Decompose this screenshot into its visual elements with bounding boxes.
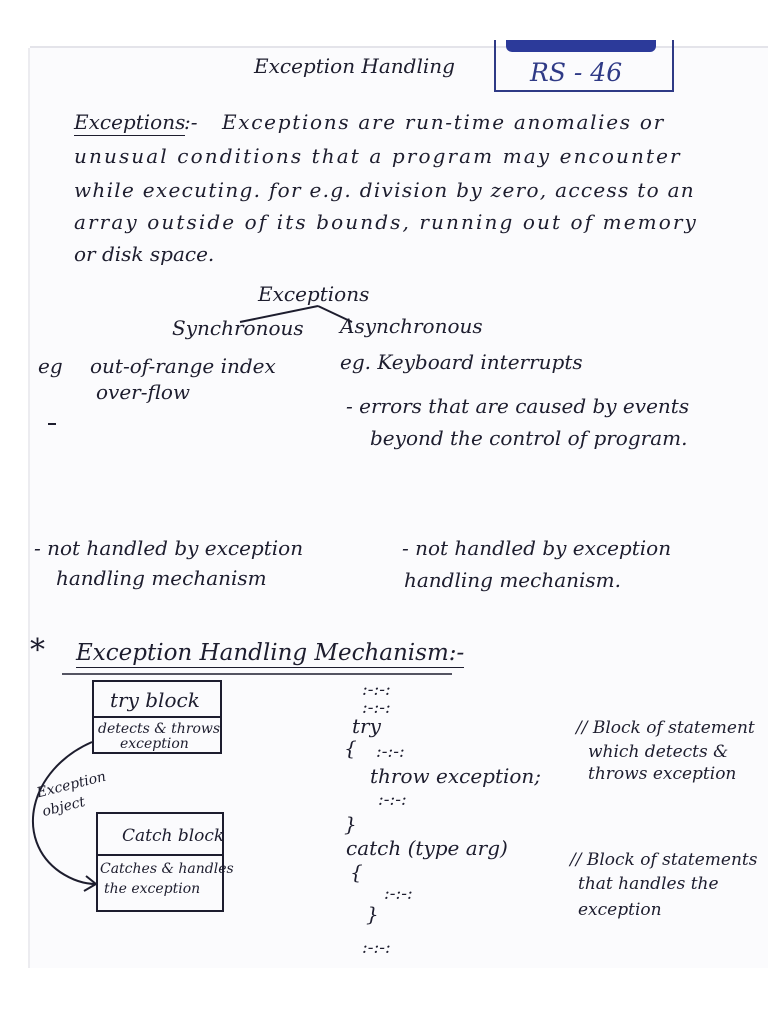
try-block-body-line-1: detects & throws xyxy=(98,721,221,737)
code-close-brace: } xyxy=(344,812,357,836)
code-try-keyword: try xyxy=(352,714,381,738)
mechanism-heading: Exception Handling Mechanism:- xyxy=(76,640,465,666)
tree-left-label: Synchronous xyxy=(172,316,304,340)
comment-try-line-1: // Block of statement xyxy=(576,718,755,738)
try-block-body-line-2: exception xyxy=(120,736,189,752)
page-title: Exception Handling xyxy=(254,54,455,78)
definition-line-5: or disk space. xyxy=(74,242,215,266)
page-number: RS - 46 xyxy=(530,58,623,87)
definition-line-3: while executing. for e.g. division by zero, access to an xyxy=(74,178,695,202)
tree-right-label: Asynchronous xyxy=(340,314,483,338)
definition-line-1: Exceptions are run-time anomalies or xyxy=(222,110,665,134)
code-catch-statement: catch (type arg) xyxy=(346,836,508,860)
code-dots: :-:-: xyxy=(384,884,413,904)
code-close-brace: } xyxy=(366,902,379,926)
sync-note-line-2: handling mechanism xyxy=(56,566,267,590)
definition-line-2: unusual conditions that a program may encounter xyxy=(74,144,682,168)
code-dots: :-:-: xyxy=(362,938,391,958)
arrow-label-line-1: Exception xyxy=(35,768,108,802)
sync-example-line-2: over-flow xyxy=(96,380,190,404)
comment-catch-line-1: // Block of statements xyxy=(570,850,758,870)
comment-catch-line-3: exception xyxy=(578,900,662,920)
sync-example-line-1: out-of-range index xyxy=(90,354,276,378)
sync-note-line-1: - not handled by exception xyxy=(34,536,304,560)
catch-block-body-line-2: the exception xyxy=(104,881,201,897)
arrow-label-line-2: object xyxy=(40,793,87,821)
async-note-line-1: - not handled by exception xyxy=(402,536,672,560)
code-dots: :-:-: xyxy=(362,698,391,718)
code-dots: :-:-: xyxy=(362,680,391,700)
sync-example-prefix: eg xyxy=(38,354,63,378)
async-note-line-2: handling mechanism. xyxy=(404,568,621,592)
try-block-title: try block xyxy=(110,688,200,712)
exception-object-arrow xyxy=(33,742,96,884)
definition-line-4: array outside of its bounds, running out of memory xyxy=(74,210,698,234)
comment-try-line-2: which detects & xyxy=(588,742,729,762)
bullet-star: * xyxy=(30,633,45,668)
async-desc-line-1: - errors that are caused by events xyxy=(346,394,690,418)
catch-block-body-line-1: Catches & handles xyxy=(100,861,234,877)
comment-try-line-3: throws exception xyxy=(588,764,737,784)
tree-branch-left xyxy=(240,306,318,322)
definition-separator: :- xyxy=(184,110,198,134)
code-dots: :-:-: xyxy=(378,790,407,810)
code-dots: :-:-: xyxy=(376,742,405,762)
catch-block-title: Catch block xyxy=(122,826,225,846)
code-open-brace: { xyxy=(344,736,357,760)
tree-branch-right xyxy=(318,306,352,322)
tree-root: Exceptions xyxy=(258,282,370,306)
code-throw-statement: throw exception; xyxy=(370,764,542,788)
async-example: eg. Keyboard interrupts xyxy=(340,350,583,374)
async-desc-line-2: beyond the control of program. xyxy=(370,426,688,450)
comment-catch-line-2: that handles the xyxy=(578,874,719,894)
code-open-brace: { xyxy=(350,860,363,884)
definition-term: Exceptions xyxy=(74,110,186,134)
